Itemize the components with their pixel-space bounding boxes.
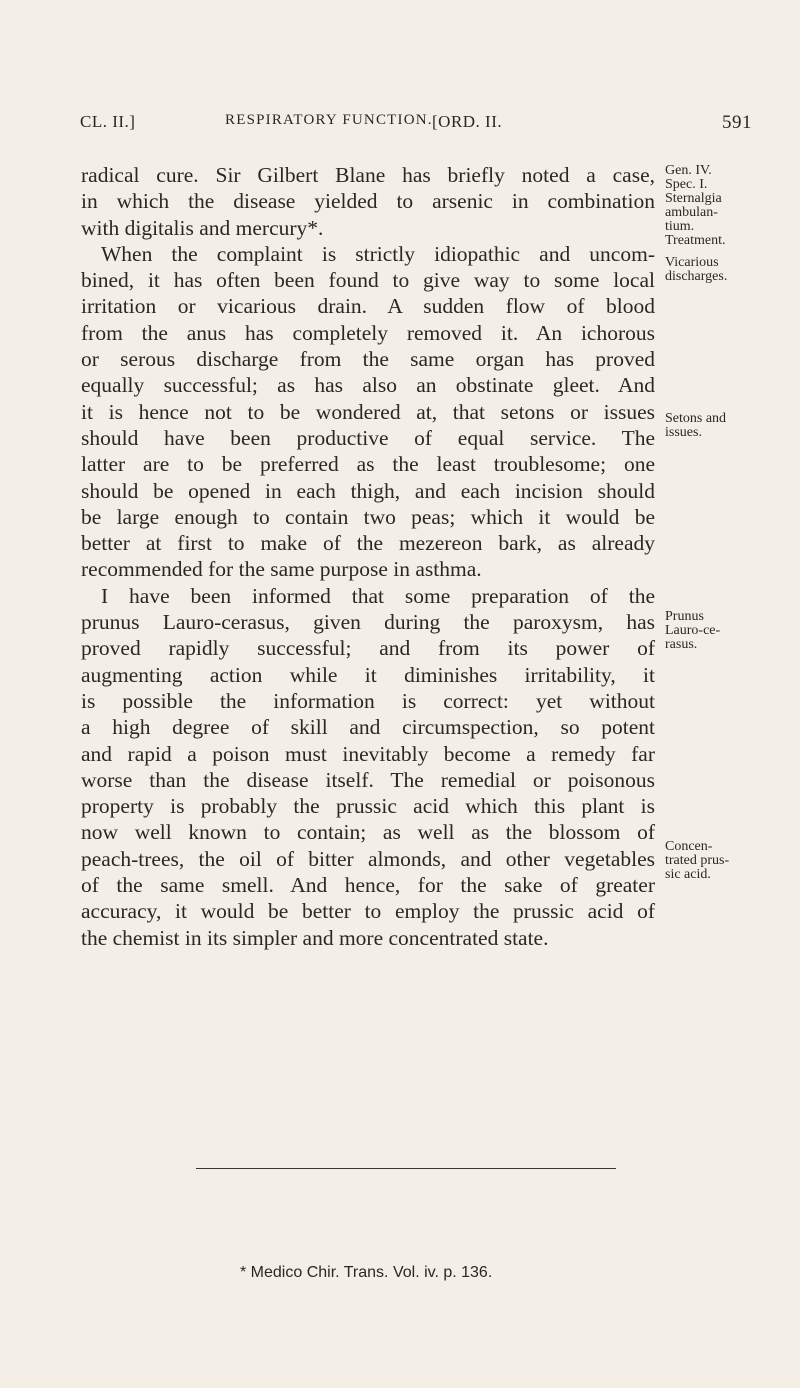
text-line: and rapid a poison must inevitably become a remedy far	[81, 741, 655, 766]
text-line: recommended for the same purpose in asthma.	[81, 557, 482, 582]
margin-note-vicarious	[665, 256, 727, 284]
text-line: now well known to contain; as well as the blossom of	[81, 820, 655, 845]
text-line: radical cure. Sir Gilbert Blane has briefly noted a case,	[81, 163, 655, 187]
text-line: or serous discharge from the same organ has proved	[81, 347, 655, 372]
header-order: [ORD. II.	[432, 112, 503, 131]
text-line: of the same smell. And hence, for the sake of greater	[81, 873, 655, 898]
text-line: proved rapidly successful; and from its power of	[81, 636, 655, 661]
body-text	[81, 162, 655, 951]
margin-line: Prunus	[665, 609, 704, 624]
header-title: RESPIRATORY FUNCTION.	[225, 112, 433, 128]
footnote: * Medico Chir. Trans. Vol. iv. p. 136.	[240, 1264, 493, 1281]
text-line: I have been informed that some preparation of the	[101, 583, 655, 608]
margin-line: ambulan-	[665, 205, 718, 220]
text-line: should be opened in each thigh, and each incision should	[81, 478, 655, 503]
margin-note-prunus	[665, 610, 720, 652]
margin-line: Spec. I.	[665, 177, 708, 192]
margin-note-setons	[665, 412, 726, 440]
text-line: better at first to make of the mezereon bark, as already	[81, 531, 655, 556]
footnote-divider	[196, 1168, 616, 1169]
text-line: When the complaint is strictly idiopathic and uncom-	[101, 241, 655, 266]
text-line: with digitalis and mercury*.	[81, 215, 324, 240]
text-line: latter are to be preferred as the least troublesome; one	[81, 452, 655, 477]
text-line: equally successful; as has also an obstinate gleet. And	[81, 373, 655, 398]
margin-note-prussic	[665, 840, 729, 882]
margin-line: Treatment.	[665, 233, 726, 248]
text-line: accuracy, it would be better to employ the prussic acid of	[81, 899, 655, 924]
running-header	[80, 112, 752, 138]
text-line: prunus Lauro-cerasus, given during the paroxysm, has	[81, 610, 655, 635]
text-line: irritation or vicarious drain. A sudden flow of blood	[81, 294, 655, 319]
text-line: should have been productive of equal service. The	[81, 425, 655, 450]
text-line: worse than the disease itself. The remedial or poisonous	[81, 767, 655, 792]
text-line: is possible the information is correct: yet without	[81, 688, 655, 713]
margin-line: rasus.	[665, 637, 698, 652]
text-line: in which the disease yielded to arsenic in combination	[81, 189, 655, 214]
margin-line: Concen-	[665, 839, 713, 854]
margin-line: sic acid.	[665, 867, 711, 882]
margin-note-genus	[665, 164, 726, 248]
margin-line: tium.	[665, 219, 695, 234]
text-line: bined, it has often been found to give way to some local	[81, 268, 655, 293]
page-number: 591	[722, 112, 752, 133]
text-line: be large enough to contain two peas; which it would be	[81, 504, 655, 529]
margin-line: Sternalgia	[665, 191, 722, 206]
margin-line: issues.	[665, 425, 702, 440]
header-class: CL. II.]	[80, 112, 136, 131]
margin-line: Setons and	[665, 411, 727, 426]
text-line: property is probably the prussic acid which this plant is	[81, 794, 655, 819]
margin-line: Lauro-ce-	[665, 623, 721, 638]
text-line: a high degree of skill and circumspection, so potent	[81, 715, 655, 740]
text-line: the chemist in its simpler and more concentrated state.	[81, 925, 549, 950]
text-line: from the anus has completely removed it. An ichorous	[81, 320, 655, 345]
text-line: it is hence not to be wondered at, that setons or issues	[81, 399, 655, 424]
text-line: peach-trees, the oil of bitter almonds, and other vegetables	[81, 846, 655, 871]
margin-line: trated prus-	[665, 853, 730, 868]
text-line: augmenting action while it diminishes irritability, it	[81, 662, 655, 687]
margin-line: Gen. IV.	[665, 163, 712, 178]
margin-line: discharges.	[665, 269, 728, 284]
margin-line: Vicarious	[665, 255, 719, 270]
